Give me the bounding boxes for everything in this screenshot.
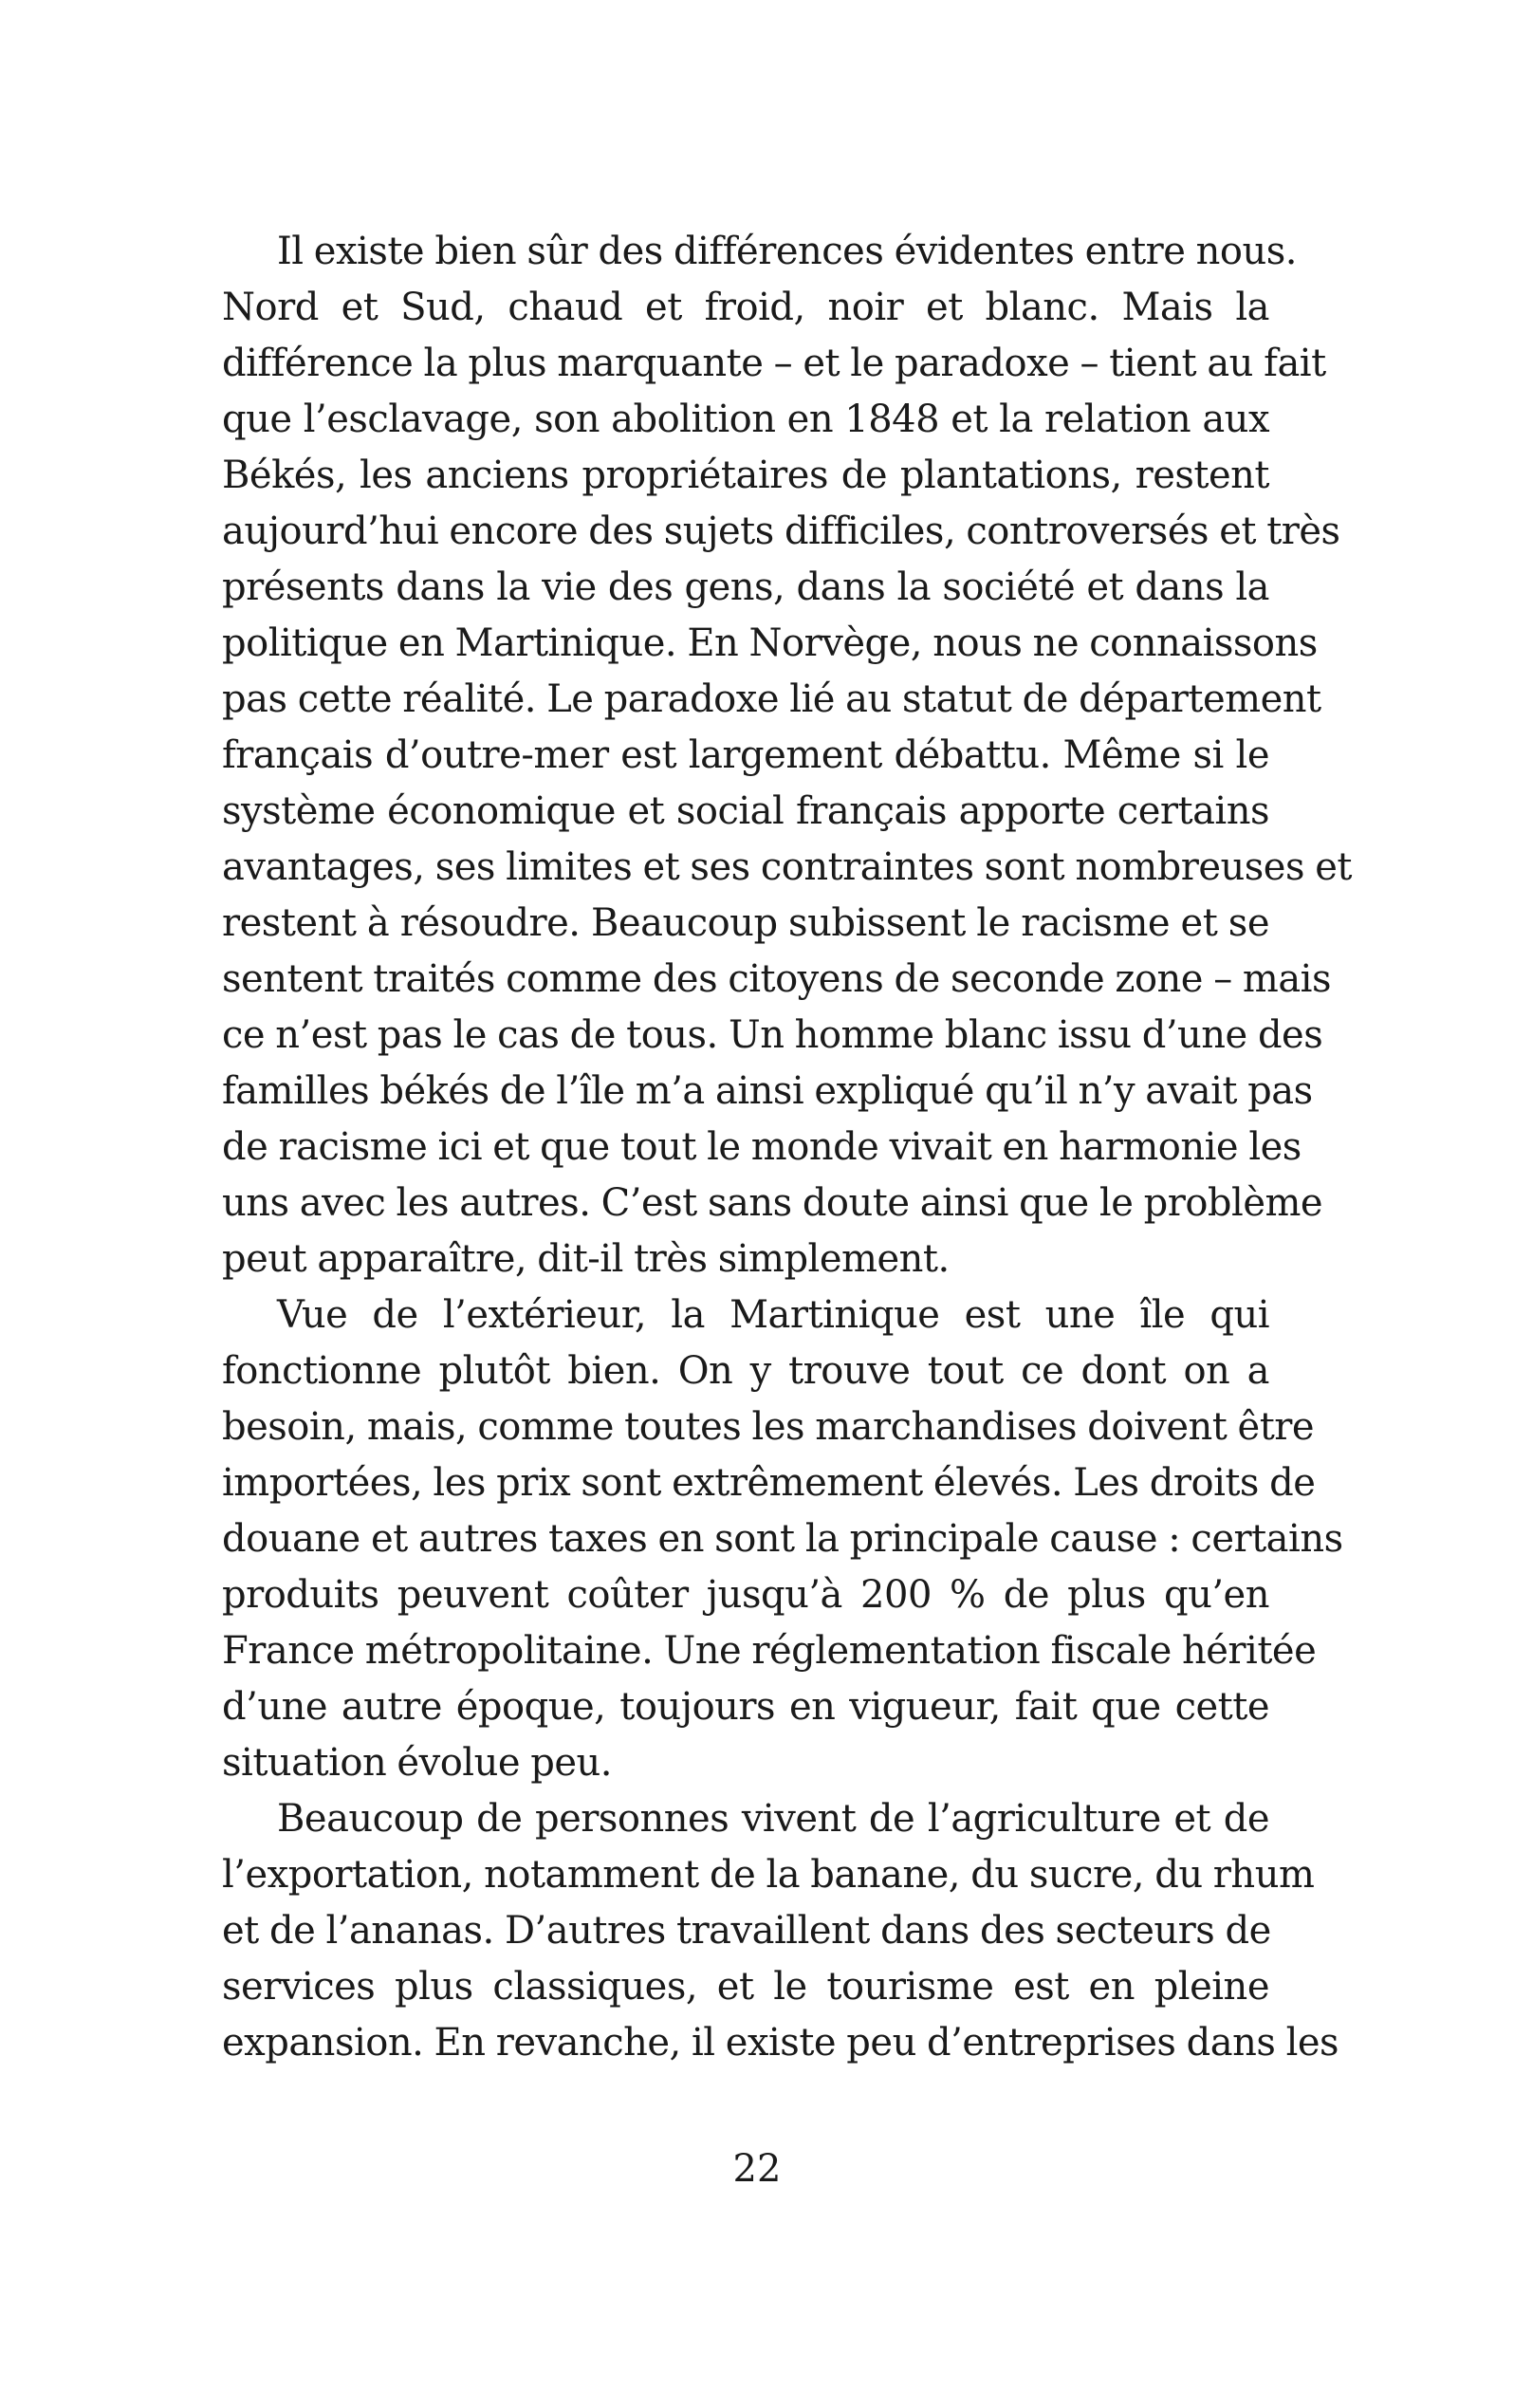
text-line: France métropolitaine. Une réglementation fiscale héritée [222, 1629, 1317, 1673]
text-line: uns avec les autres. C’est sans doute ainsi que le problème [222, 1181, 1323, 1225]
text-line: d’une autre époque, toujours en vigueur, fait que cette [222, 1685, 1269, 1729]
text-line: pas cette réalité. Le paradoxe lié au statut de département [222, 677, 1321, 721]
text-line: différence la plus marquante – et le paradoxe – tient au fait [222, 342, 1326, 385]
text-line: familles békés de l’île m’a ainsi expliqué qu’il n’y avait pas [222, 1069, 1313, 1113]
text-line: Beaucoup de personnes vivent de l’agriculture et de [277, 1797, 1269, 1841]
text-line: Il existe bien sûr des différences évidentes entre nous. [277, 230, 1298, 273]
text-line: produits peuvent coûter jusqu’à 200 % de plus qu’en [222, 1573, 1269, 1617]
page-number: 22 [732, 2147, 782, 2191]
paragraph [222, 1791, 1339, 2071]
text-line: Vue de l’extérieur, la Martinique est une île qui [277, 1293, 1269, 1337]
body-text [222, 224, 1352, 2071]
text-line: expansion. En revanche, il existe peu d’entreprises dans les [222, 2021, 1339, 2065]
paragraph [222, 224, 1352, 1287]
text-line: peut apparaître, dit-il très simplement. [222, 1237, 950, 1281]
text-line: importées, les prix sont extrêmement élevés. Les droits de [222, 1461, 1316, 1505]
text-line: sentent traités comme des citoyens de seconde zone – mais [222, 957, 1332, 1001]
text-line: de racisme ici et que tout le monde vivait en harmonie les [222, 1125, 1302, 1169]
text-line: présents dans la vie des gens, dans la société et dans la [222, 565, 1269, 609]
text-line: que l’esclavage, son abolition en 1848 et la relation aux [222, 398, 1269, 441]
text-line: douane et autres taxes en sont la principale cause : certains [222, 1517, 1343, 1561]
text-line: Nord et Sud, chaud et froid, noir et blanc. Mais la [222, 286, 1269, 329]
text-line: restent à résoudre. Beaucoup subissent le racisme et se [222, 901, 1269, 945]
text-line: avantages, ses limites et ses contraintes sont nombreuses et [222, 845, 1352, 889]
text-line: services plus classiques, et le tourisme est en pleine [222, 1965, 1269, 2009]
text-line: système économique et social français apporte certains [222, 789, 1269, 833]
text-line: français d’outre-mer est largement débattu. Même si le [222, 733, 1269, 777]
text-line: fonctionne plutôt bien. On y trouve tout ce dont on a [222, 1349, 1269, 1393]
paragraph [222, 1287, 1343, 1791]
text-line: ce n’est pas le cas de tous. Un homme blanc issu d’une des [222, 1013, 1323, 1057]
text-line: situation évolue peu. [222, 1741, 612, 1785]
text-line: aujourd’hui encore des sujets difficiles, controversés et très [222, 509, 1340, 553]
text-line: politique en Martinique. En Norvège, nous ne connaissons [222, 621, 1318, 665]
text-line: Békés, les anciens propriétaires de plantations, restent [222, 454, 1269, 497]
text-line: et de l’ananas. D’autres travaillent dans des secteurs de [222, 1909, 1271, 1953]
text-line: l’exportation, notamment de la banane, du sucre, du rhum [222, 1853, 1315, 1897]
text-line: besoin, mais, comme toutes les marchandises doivent être [222, 1405, 1315, 1449]
